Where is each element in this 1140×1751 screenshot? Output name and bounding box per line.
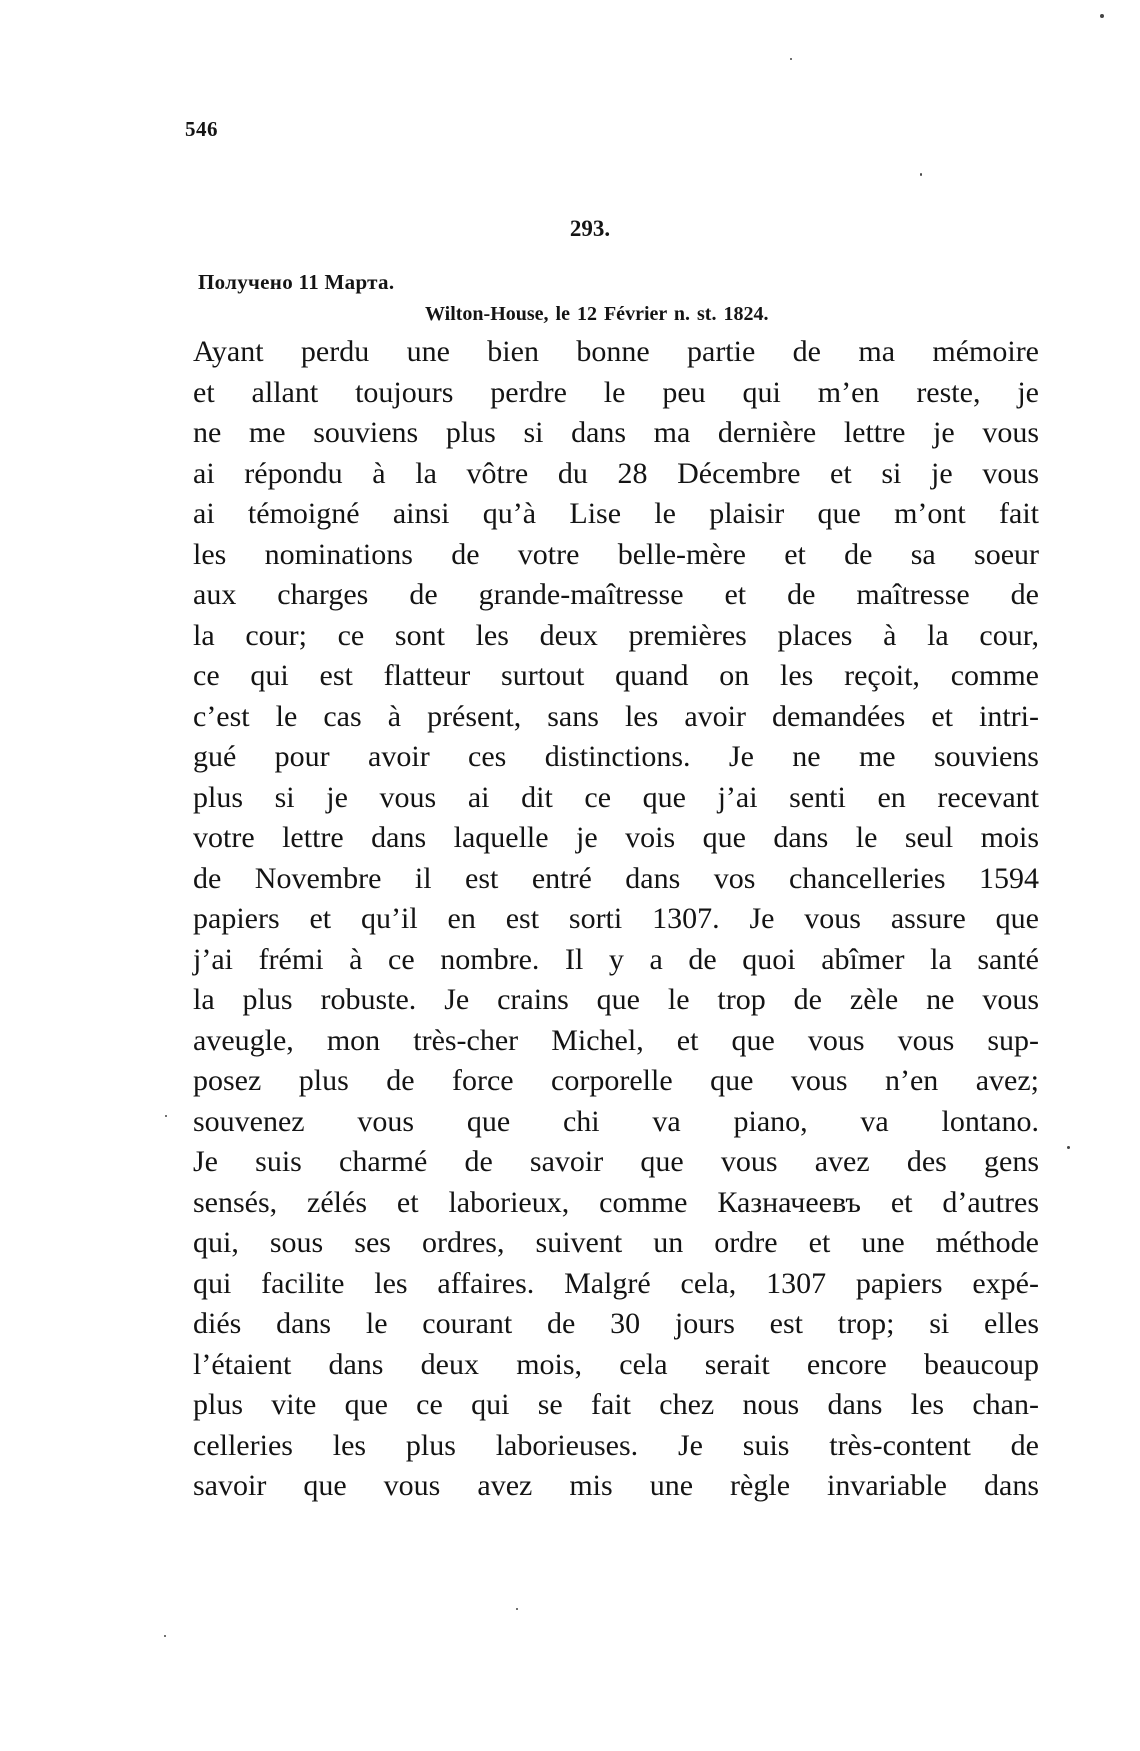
body-line: ne me souviens plus si dans ma dernière lettre je vous [193, 416, 1039, 449]
body-line: j’ai frémi à ce nombre. Il y a de quoi abîmer la santé [193, 942, 1039, 976]
body-line: qui facilite les affaires. Malgré cela, 1307 papiers expé- [193, 1266, 1039, 1300]
scan-speck [1067, 1146, 1070, 1149]
scan-speck [1100, 14, 1104, 18]
received-note: Получено 11 Марта. [198, 270, 395, 294]
body-line: l’étaient dans deux mois, cela serait encore beaucoup [193, 1347, 1039, 1381]
letter-number: 293. [569, 216, 611, 241]
body-line: la plus robuste. Je crains que le trop de zèle ne vous [193, 983, 1039, 1016]
body-line: c’est le cas à présent, sans les avoir demandées et intri- [193, 699, 1039, 733]
body-line: gué pour avoir ces distinctions. Je ne me souviens [193, 740, 1039, 773]
body-line: savoir que vous avez mis une règle invariable dans [193, 1469, 1039, 1502]
body-line: papiers et qu’il en est sorti 1307. Je vous assure que [193, 902, 1039, 935]
letter-body [193, 332, 1039, 1507]
page-number: 546 [185, 117, 218, 141]
body-line: aveugle, mon très-cher Michel, et que vous vous sup- [193, 1023, 1039, 1057]
body-line: qui, sous ses ordres, suivent un ordre et une méthode [193, 1226, 1039, 1259]
body-line: souvenez vous que chi va piano, va lontano. [193, 1104, 1039, 1138]
body-line: Ayant perdu une bien bonne partie de ma mémoire [193, 335, 1039, 368]
body-line: posez plus de force corporelle que vous n’en avez; [193, 1064, 1039, 1097]
body-line: sensés, zélés et laborieux, comme Казначеевъ et d’autres [193, 1185, 1039, 1219]
body-line: votre lettre dans laquelle je vois que dans le seul mois [193, 821, 1039, 854]
scan-speck [516, 1608, 518, 1610]
body-line: plus si je vous ai dit ce que j’ai senti en recevant [193, 780, 1039, 814]
body-line: et allant toujours perdre le peu qui m’en reste, je [193, 375, 1039, 409]
dateline: Wilton-House, le 12 Février n. st. 1824. [425, 303, 769, 325]
scan-speck [164, 1635, 166, 1637]
body-line: de Novembre il est entré dans vos chancelleries 1594 [193, 861, 1039, 895]
body-line: Je suis charmé de savoir que vous avez des gens [193, 1145, 1039, 1178]
body-line: ai témoigné ainsi qu’à Lise le plaisir que m’ont fait [193, 497, 1039, 530]
body-line: celleries les plus laborieuses. Je suis très-content de [193, 1428, 1039, 1462]
body-line: les nominations de votre belle-mère et de sa soeur [193, 537, 1039, 571]
scan-speck [165, 1115, 167, 1117]
body-line: ai répondu à la vôtre du 28 Décembre et si je vous [193, 456, 1039, 490]
body-line: la cour; ce sont les deux premières places à la cour, [193, 618, 1039, 652]
scan-speck [790, 58, 792, 60]
body-line: plus vite que ce qui se fait chez nous dans les chan- [193, 1388, 1039, 1421]
body-line: diés dans le courant de 30 jours est trop; si elles [193, 1307, 1039, 1340]
body-line: aux charges de grande-maîtresse et de maîtresse de [193, 578, 1039, 611]
scan-speck [920, 173, 922, 176]
body-line: ce qui est flatteur surtout quand on les reçoit, comme [193, 659, 1039, 692]
